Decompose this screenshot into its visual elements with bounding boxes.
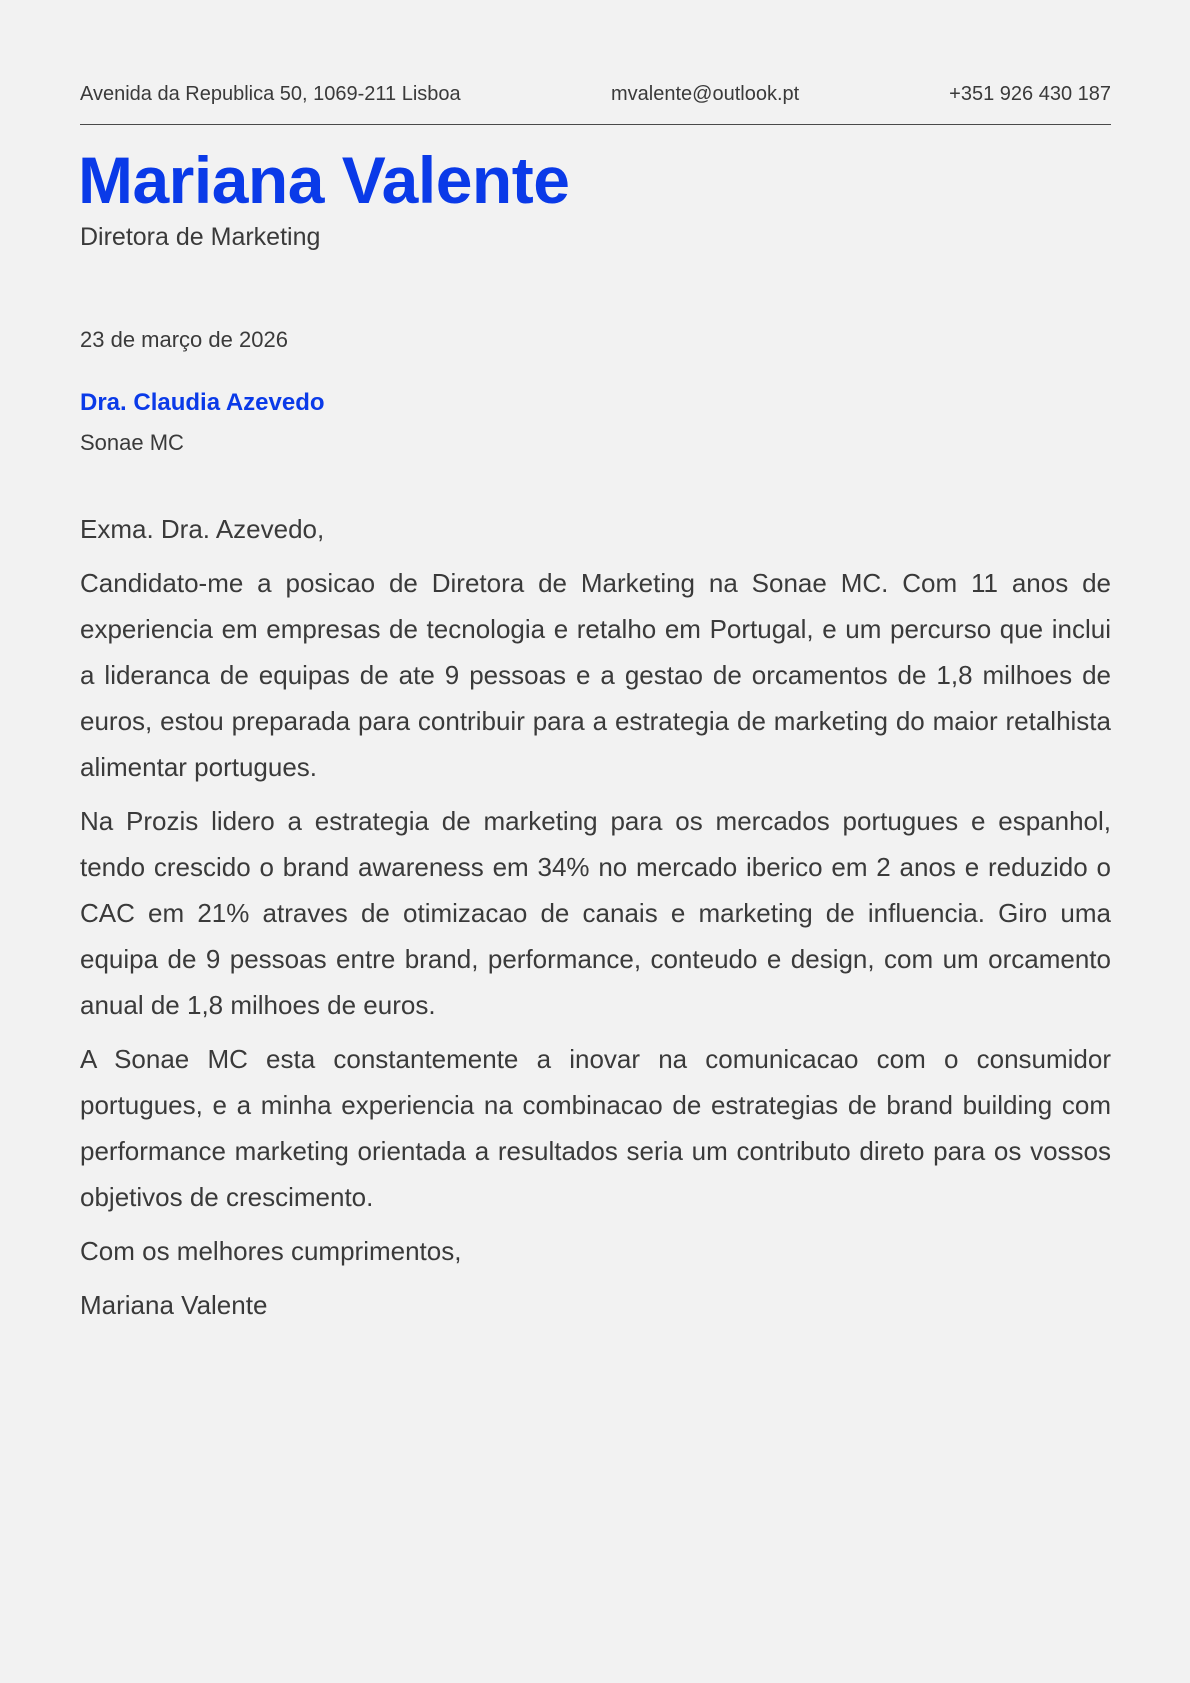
recipient-name: Dra. Claudia Azevedo — [80, 389, 325, 416]
recipient-company: Sonae MC — [80, 430, 184, 455]
contact-phone[interactable]: +351 926 430 187 — [949, 83, 1111, 105]
closing: Com os melhores cumprimentos, — [80, 1236, 462, 1266]
contact-address: Avenida da Republica 50, 1069-211 Lisboa — [80, 83, 461, 105]
contact-bar — [80, 80, 1111, 108]
body-paragraph: A Sonae MC esta constantemente a inovar na comunicacao com o consumidor portugues, e a minha experiencia na combinacao de estrategias de brand building com performance marketing orientada a resultados seria um contributo direto para os vossos objetivos de crescimento. — [80, 1044, 1111, 1212]
contact-email[interactable]: mvalente@outlook.pt — [611, 83, 800, 105]
body-paragraph: Candidato-me a posicao de Diretora de Marketing na Sonae MC. Com 11 anos de experiencia em empresas de tecnologia e retalho em Portugal, e um percurso que inclui a lideranca de equipas de ate 9 pessoas e a gestao de orcamentos de 1,8 milhoes de euros, estou preparada para contribuir para a estrategia de marketing do maior retalhista alimentar portugues. — [80, 568, 1111, 782]
header-divider — [80, 124, 1111, 125]
letter-date: 23 de março de 2026 — [80, 327, 288, 352]
salutation: Exma. Dra. Azevedo, — [80, 514, 325, 544]
letter-body — [80, 506, 1111, 1336]
sender-name: Mariana Valente — [78, 143, 570, 217]
signature: Mariana Valente — [80, 1290, 268, 1320]
body-paragraph: Na Prozis lidero a estrategia de marketing para os mercados portugues e espanhol, tendo crescido o brand awareness em 34% no mercado iberico em 2 anos e reduzido o CAC em 21% atraves de otimizacao de canais e marketing de influencia. Giro uma equipa de 9 pessoas entre brand, performance, conteudo e design, com um orcamento anual de 1,8 milhoes de euros. — [80, 806, 1111, 1020]
sender-title: Diretora de Marketing — [80, 223, 321, 251]
